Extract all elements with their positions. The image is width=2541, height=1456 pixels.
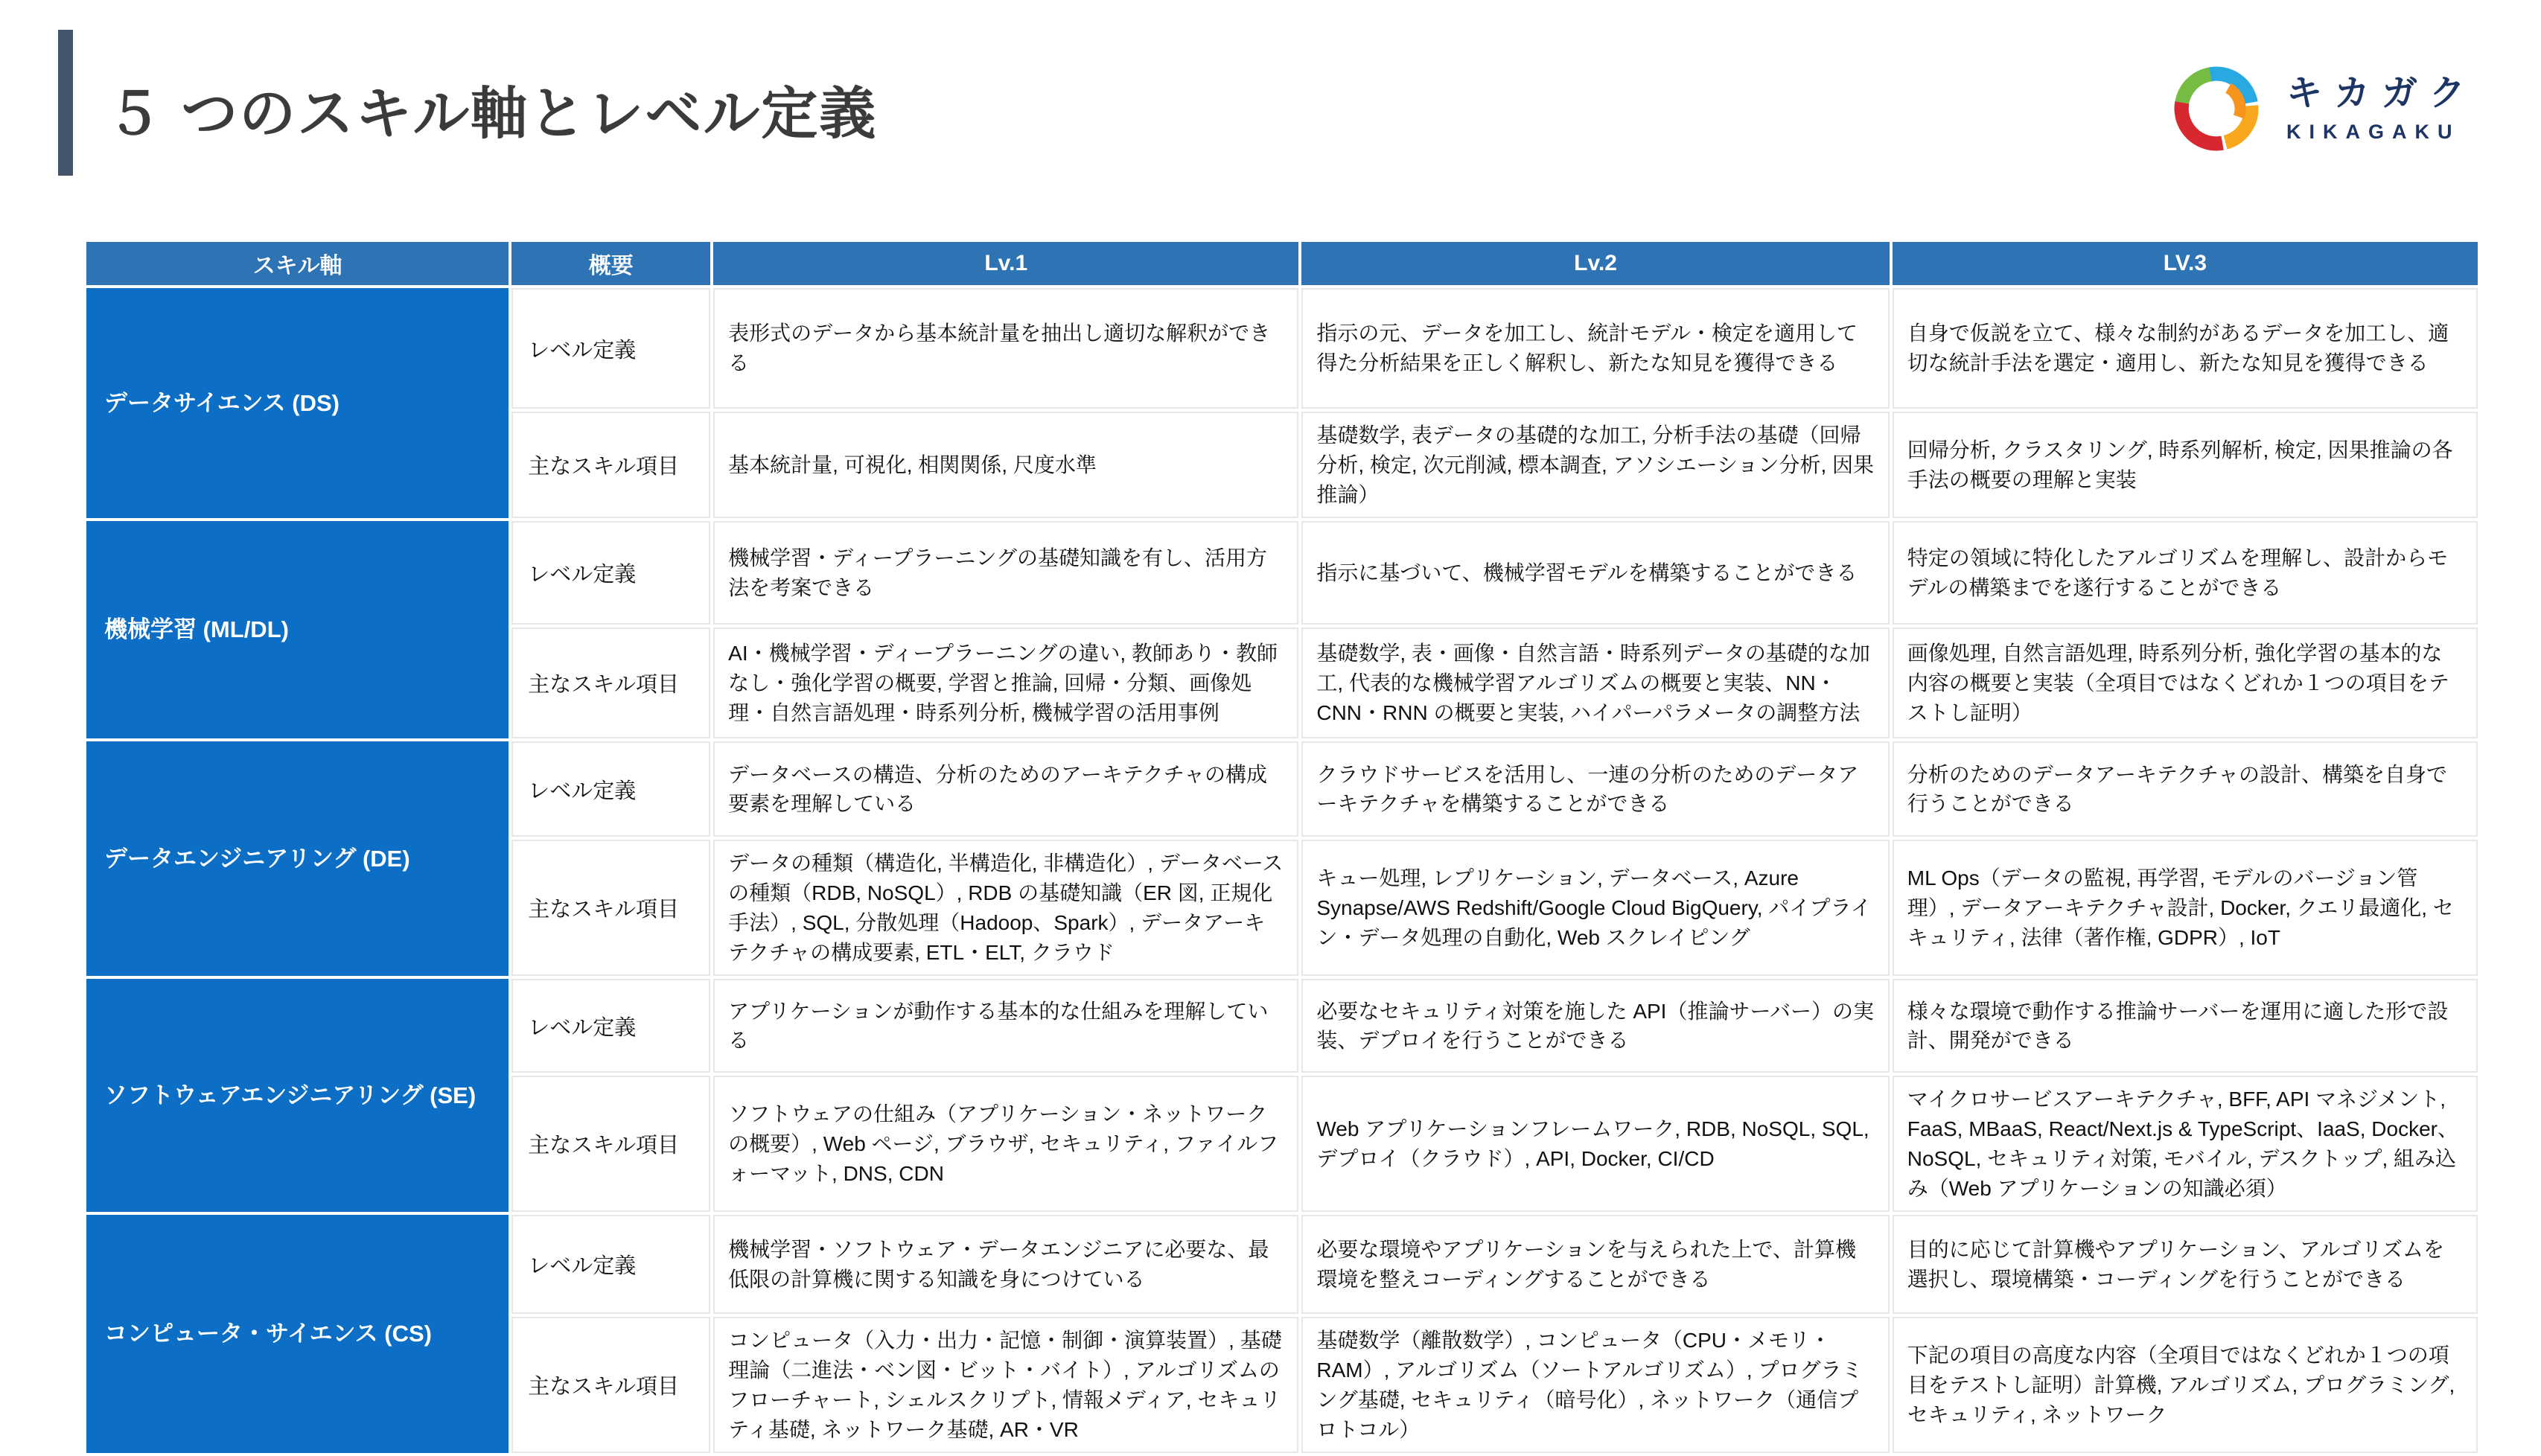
cell-ml-skills-lv3: 画像処理, 自然言語処理, 時系列分析, 強化学習の基本的な内容の概要と実装（全項目ではなくどれか１つの項目をテストし証明） [1893,628,2478,738]
table-row [86,1215,2478,1314]
header-lv3: LV.3 [1893,242,2478,285]
cell-se-skills-lv3: マイクロサービスアーキテクチャ, BFF, API マネジメント, FaaS, MBaaS, React/Next.js & TypeScript、IaaS, Docker、NoSQL, セキュリティ対策, モバイル, デスクトップ, 組み込み（Web アプリケーションの知識必須） [1893,1076,2478,1212]
cell-de-def-lv1: データベースの構造、分析のためのアーキテクチャの構成要素を理解している [713,741,1298,837]
cell-se-def-lv1: アプリケーションが動作する基本的な仕組みを理解している [713,979,1298,1073]
cell-de-def-lv2: クラウドサービスを活用し、一連の分析のためのデータアーキテクチャを構築することができる [1301,741,1889,837]
cell-ds-def-lv3: 自身で仮説を立て、様々な制約があるデータを加工し、適切な統計手法を選定・適用し、新たな知見を獲得できる [1893,288,2478,409]
cell-de-def-lv3: 分析のためのデータアーキテクチャの設計、構築を自身で行うことができる [1893,741,2478,837]
row-label-skills: 主なスキル項目 [511,840,710,976]
header-overview: 概要 [511,242,710,285]
cell-se-skills-lv2: Web アプリケーションフレームワーク, RDB, NoSQL, SQL, デプロイ（クラウド）, API, Docker, CI/CD [1301,1076,1889,1212]
cell-se-skills-lv1: ソフトウェアの仕組み（アプリケーション・ネットワークの概要）, Web ページ, ブラウザ, セキュリティ, ファイルフォーマット, DNS, CDN [713,1076,1298,1212]
row-label-skills: 主なスキル項目 [511,1076,710,1212]
cell-se-def-lv3: 様々な環境で動作する推論サーバーを運用に適した形で設計、開発ができる [1893,979,2478,1073]
cell-ds-skills-lv3: 回帰分析, クラスタリング, 時系列解析, 検定, 因果推論の各手法の概要の理解と実装 [1893,412,2478,518]
cell-ml-def-lv1: 機械学習・ディープラーニングの基礎知識を有し、活用方法を考案できる [713,521,1298,625]
header-skill-axis: スキル軸 [86,242,508,285]
cell-se-def-lv2: 必要なセキュリティ対策を施した API（推論サーバー）の実装、デプロイを行うことができる [1301,979,1889,1073]
table-row [86,741,2478,837]
row-label-definition: レベル定義 [511,288,710,409]
cell-ds-skills-lv1: 基本統計量, 可視化, 相関関係, 尺度水準 [713,412,1298,518]
row-label-definition: レベル定義 [511,979,710,1073]
cell-cs-skills-lv3: 下記の項目の高度な内容（全項目ではなくどれか１つの項目をテストし証明）計算機, アルゴリズム, プログラミング, セキュリティ, ネットワーク [1893,1317,2478,1453]
row-label-definition: レベル定義 [511,1215,710,1314]
cell-cs-def-lv1: 機械学習・ソフトウェア・データエンジニアに必要な、最低限の計算機に関する知識を身につけている [713,1215,1298,1314]
cell-ml-def-lv3: 特定の領域に特化したアルゴリズムを理解し、設計からモデルの構築までを遂行することができる [1893,521,2478,625]
cell-ml-skills-lv1: AI・機械学習・ディープラーニングの違い, 教師あり・教師なし・強化学習の概要, 学習と推論, 回帰・分類、画像処理・自然言語処理・時系列分析, 機械学習の活用事例 [713,628,1298,738]
row-label-skills: 主なスキル項目 [511,628,710,738]
header-lv2: Lv.2 [1301,242,1889,285]
skills-table [83,239,2481,1456]
row-label-definition: レベル定義 [511,741,710,837]
page-title: ５ つのスキル軸とレベル定義 [106,83,878,146]
logo-text-en: KIKAGAKU [2286,120,2461,143]
table-row [86,288,2478,409]
title-accent-bar [58,30,73,176]
logo-text [2286,73,2477,143]
cell-de-skills-lv3: ML Ops（データの監視, 再学習, モデルのバージョン管理）, データアーキテクチャ設計, Docker, クエリ最適化, セキュリティ, 法律（著作権, GDPR）, IoT [1893,840,2478,976]
header-lv1: Lv.1 [713,242,1298,285]
axis-cell-ml: 機械学習 (ML/DL) [86,521,508,738]
cell-cs-def-lv2: 必要な環境やアプリケーションを与えられた上で、計算機環境を整えコーディングすることができる [1301,1215,1889,1314]
cell-ds-def-lv1: 表形式のデータから基本統計量を抽出し適切な解釈ができる [713,288,1298,409]
cell-cs-skills-lv1: コンピュータ（入力・出力・記憶・制御・演算装置）, 基礎理論（二進法・ベン図・ビット・バイト）, アルゴリズムのフローチャート, シェルスクリプト, 情報メディア, セキュリティ基礎, ネットワーク基礎, AR・VR [713,1317,1298,1453]
row-label-definition: レベル定義 [511,521,710,625]
cell-cs-skills-lv2: 基礎数学（離散数学）, コンピュータ（CPU・メモリ・RAM）, アルゴリズム（ソートアルゴリズム）, プログラミング基礎, セキュリティ（暗号化）, ネットワーク（通信プロトコル） [1301,1317,1889,1453]
row-label-skills: 主なスキル項目 [511,412,710,518]
cell-ml-def-lv2: 指示に基づいて、機械学習モデルを構築することができる [1301,521,1889,625]
table-header-row [86,242,2478,285]
axis-cell-ds: データサイエンス (DS) [86,288,508,518]
row-label-skills: 主なスキル項目 [511,1317,710,1453]
cell-de-skills-lv2: キュー処理, レプリケーション, データベース, Azure Synapse/AWS Redshift/Google Cloud BigQuery, パイプライン・データ処理の自動化, Web スクレイピング [1301,840,1889,976]
cell-de-skills-lv1: データの種類（構造化, 半構造化, 非構造化）, データベースの種類（RDB, NoSQL）, RDB の基礎知識（ER 図, 正規化手法）, SQL, 分散処理（Hadoop、Spark）, データアーキテクチャの構成要素, ETL・ELT, クラウド [713,840,1298,976]
cell-ml-skills-lv2: 基礎数学, 表・画像・自然言語・時系列データの基礎的な加工, 代表的な機械学習アルゴリズムの概要と実装、NN・CNN・RNN の概要と実装, ハイパーパラメータの調整方法 [1301,628,1889,738]
cell-cs-def-lv3: 目的に応じて計算機やアプリケーション、アルゴリズムを選択し、環境構築・コーディングを行うことができる [1893,1215,2478,1314]
logo-text-jp: キカガク [2286,73,2477,113]
table-row [86,521,2478,625]
table-row [86,979,2478,1073]
axis-cell-cs: コンピュータ・サイエンス (CS) [86,1215,508,1453]
kikagaku-logo [2169,61,2477,156]
cell-ds-skills-lv2: 基礎数学, 表データの基礎的な加工, 分析手法の基礎（回帰分析, 検定, 次元削減, 標本調査, アソシエーション分析, 因果推論） [1301,412,1889,518]
axis-cell-de: データエンジニアリング (DE) [86,741,508,976]
axis-cell-se: ソフトウェアエンジニアリング (SE) [86,979,508,1212]
cell-ds-def-lv2: 指示の元、データを加工し、統計モデル・検定を適用して得た分析結果を正しく解釈し、新たな知見を獲得できる [1301,288,1889,409]
logo-swirl-icon [2169,61,2264,156]
